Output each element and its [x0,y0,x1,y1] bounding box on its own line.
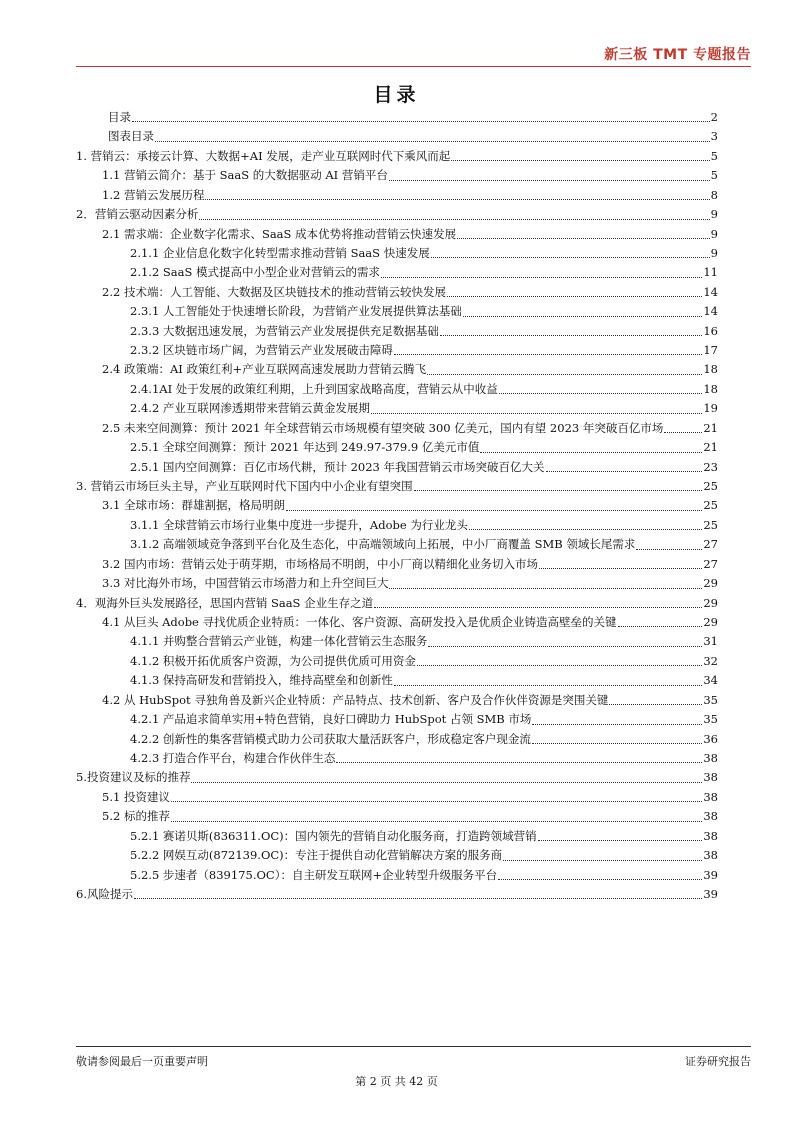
toc-leader-dots [389,588,702,589]
toc-entry-title: 2.2 技术端：人工智能、大数据及区块链技术的推动营销云较快发展 [102,284,446,299]
toc-entry[interactable] [76,652,718,671]
toc-entry[interactable] [76,788,718,807]
toc-entry-title: 2.1.1 企业信息化数字化转型需求推动营销 SaaS 快速发展 [130,245,430,260]
toc-entry[interactable] [76,535,718,554]
toc-entry[interactable] [76,322,718,341]
toc-entry-title: 1.2 营销云发展历程 [102,187,205,202]
toc-leader-dots [503,860,702,861]
toc-leader-dots [539,568,702,569]
toc-leader-dots [205,199,709,200]
toc-entry[interactable] [76,710,718,729]
toc-entry-title: 4.1.2 积极开拓优质客户资源，为公司提供优质可用资金 [130,653,416,668]
toc-entry-title: 2.4.1AI 处于发展的政策红利期，上升到国家战略高度，营销云从中收益 [130,381,498,396]
toc-entry-page: 32 [703,653,718,668]
toc-entry[interactable] [76,827,718,846]
toc-entry-page: 27 [703,537,718,552]
toc-entry-page: 3 [710,129,718,144]
toc-entry[interactable] [76,166,718,185]
toc-entry-title: 1. 营销云：承接云计算、大数据+AI 发展，走产业互联网时代下乘风而起 [76,148,451,163]
toc-entry-title: 2.1 需求端：企业数字化需求、SaaS 成本优势将推动营销云快速发展 [102,226,457,241]
toc-entry[interactable] [76,438,718,457]
footer-disclaimer: 敬请参阅最后一页重要声明 [76,1055,208,1068]
toc-entry[interactable] [76,613,718,632]
toc-entry-page: 29 [703,576,718,591]
toc-entry-title: 5.2.1 赛诺贝斯(836311.OC)：国内领先的营销自动化服务商，打造跨领域营销 [130,828,537,843]
toc-entry[interactable] [76,594,718,613]
toc-leader-dots [394,354,702,355]
toc-entry-title: 4.2.2 创新性的集客营销模式助力公司获取大量活跃客户，形成稳定客户现金流 [130,731,531,746]
toc-entry-page: 25 [703,479,718,494]
toc-entry[interactable] [76,244,718,263]
toc-entry-page: 39 [703,886,718,901]
toc-entry-title: 4.2.3 打造合作平台，构建合作伙伴生态 [130,750,336,765]
toc-entry-title: 5.2.2 网娱互动(872139.OC)：专注于提供自动化营销解决方案的服务商 [130,848,503,863]
toc-leader-dots [618,626,703,627]
toc-entry[interactable] [76,186,718,205]
toc-entry[interactable] [76,108,718,127]
toc-entry[interactable] [76,225,718,244]
toc-entry[interactable] [76,419,718,438]
toc-entry-title: 3.3 对比海外市场，中国营销云市场潜力和上升空间巨大 [102,576,389,591]
toc-entry-page: 9 [710,245,718,260]
toc-entry-page: 29 [703,615,718,629]
toc-entry[interactable] [76,866,718,885]
toc-leader-dots [171,821,702,822]
toc-leader-dots [480,452,702,453]
toc-entry-page: 2 [710,110,718,124]
toc-entry-page: 18 [703,381,718,396]
toc-leader-dots [414,490,703,491]
toc-entry-page: 14 [703,284,718,299]
toc-entry[interactable] [76,574,718,593]
toc-entry-page: 34 [703,673,718,688]
toc-leader-dots [389,180,710,181]
toc-entry-page: 38 [703,789,718,804]
toc-leader-dots [532,724,702,725]
toc-entry-title: 2.5.1 国内空间测算：百亿市场代耕，预计 2023 年我国营销云市场突破百亿大关 [130,459,545,474]
toc-entry[interactable] [76,730,718,749]
toc-title: 目录 [373,84,420,106]
toc-entry-title: 3.1 全球市场：群雄割据，格局明朗 [102,498,285,513]
toc-entry[interactable] [76,807,718,826]
toc-entry[interactable] [76,302,718,321]
toc-entry-page: 9 [710,207,718,222]
toc-entry-title: 2.5 未来空间测算：预计 2021 年全球营销云市场规模有望突破 300 亿美元，国内有望 2023 年突破百亿市场 [102,420,664,435]
toc-leader-dots [427,374,702,375]
toc-entry-title: 4.2.1 产品追求简单实用+特色营销，良好口碑助力 HubSpot 占领 SMB 市场 [130,712,532,727]
toc-entry-title: 4.1 从巨头 Adobe 寻找优质企业特质：一体化、客户资源、高研发投入是优质企业铸造高壁垒的关键 [102,615,617,629]
toc-entry-page: 14 [703,304,718,319]
toc-entry-title: 5.2.5 步速者（839175.OC）：自主研发互联网+企业转型升级服务平台 [130,867,498,882]
toc-entry[interactable] [76,555,718,574]
toc-entry-title: 2.3.3 大数据迅速发展，为营销云产业发展提供充足数据基础 [130,323,439,338]
toc-entry[interactable] [76,846,718,865]
header-rule [76,66,751,67]
toc-leader-dots [394,685,702,686]
toc-entry-page: 38 [703,828,718,843]
toc-entry-title: 2.3.2 区块链市场广阔，为营销云产业发展破击障碍 [130,343,393,358]
toc-entry-page: 5 [710,148,718,163]
toc-leader-dots [371,413,702,414]
toc-entry-page: 25 [703,517,718,532]
toc-entry-page: 21 [703,440,718,455]
toc-entry[interactable] [76,458,718,477]
toc-entry-title: 2.1.2 SaaS 模式提高中小型企业对营销云的需求 [130,265,381,280]
toc-entry[interactable] [76,768,718,787]
toc-entry[interactable] [76,127,718,146]
toc-entry[interactable] [76,516,718,535]
toc-leader-dots [132,121,710,122]
toc-entry-page: 17 [703,343,718,358]
toc-entry-title: 目录 [108,110,131,124]
toc-entry-title: 3.1.2 高端领域竞争落到平台化及生态化，中高端领域向上拓展，中小厂商覆盖 SMB 领域长尾需求 [130,537,636,552]
toc-entry-title: 1.1 营销云简介：基于 SaaS 的大数据驱动 AI 营销平台 [102,168,388,183]
toc-entry-page: 16 [703,323,718,338]
toc-leader-dots [440,335,702,336]
toc-entry[interactable] [76,341,718,360]
toc-entry-page: 8 [710,187,718,202]
toc-entry-page: 11 [703,265,718,280]
toc-entry-title: 2.4 政策端：AI 政策红利+产业互联网高速发展助力营销云腾飞 [102,362,427,377]
toc-leader-dots [431,257,710,258]
toc-leader-dots [447,296,702,297]
toc-leader-dots [469,529,703,530]
toc-entry[interactable] [76,283,718,302]
toc-entry-page: 27 [703,556,718,571]
toc-entry-page: 31 [703,634,718,649]
toc-entry-page: 38 [703,770,718,785]
toc-entry-page: 39 [703,867,718,882]
toc-entry-page: 5 [710,168,718,183]
toc-entry-page: 29 [703,595,718,610]
toc-leader-dots [664,432,702,433]
toc-entry[interactable] [76,632,718,651]
toc-entry-title: 4.1.1 并购整合营销云产业链，构建一体化营销云生态服务 [130,634,428,649]
toc-entry[interactable] [76,885,718,904]
toc-leader-dots [417,665,702,666]
toc-leader-dots [636,549,702,550]
header-brand: 新三板 TMT 专题报告 [604,47,751,63]
toc-entry-title: 2．营销云驱动因素分析 [76,207,199,222]
toc-entry[interactable] [76,671,718,690]
toc-entry[interactable] [76,380,718,399]
toc-entry-title: 3.1.1 全球营销云市场行业集中度进一步提升，Adobe 为行业龙头 [130,517,468,532]
footer-report-type: 证券研究报告 [685,1055,751,1068]
toc-entry[interactable] [76,496,718,515]
toc-entry-page: 25 [703,498,718,513]
toc-entry[interactable] [76,691,718,710]
toc-leader-dots [457,238,710,239]
toc-leader-dots [463,316,702,317]
toc-leader-dots [538,840,703,841]
footer-page-number: 第 2 页 共 42 页 [355,1075,438,1088]
toc-entry-page: 35 [703,692,718,707]
toc-entry-title: 4.2 从 HubSpot 寻独角兽及新兴企业特质：产品特点、技术创新、客户及合作伙伴资源是突围关键 [102,692,609,707]
toc-entry-title: 3. 营销云市场巨头主导，产业互联网时代下国内中小企业有望突围 [76,479,413,494]
toc-leader-dots [134,898,702,899]
toc-entry[interactable] [76,263,718,282]
toc-leader-dots [155,141,710,142]
footer-rule [76,1046,751,1047]
toc-entry[interactable] [76,399,718,418]
toc-entry-page: 38 [703,809,718,824]
toc-entry-page: 38 [703,848,718,863]
toc-list [76,108,718,904]
toc-entry-title: 2.3.1 人工智能处于快速增长阶段，为营销产业发展提供算法基础 [130,304,462,319]
toc-leader-dots [381,277,702,278]
toc-entry-page: 9 [710,226,718,241]
toc-entry[interactable] [76,205,718,224]
toc-entry-title: 图表目录 [108,129,154,144]
toc-entry-title: 2.5.1 全球空间测算：预计 2021 年达到 249.97-379.9 亿美元市值 [130,440,480,455]
toc-leader-dots [609,704,702,705]
toc-entry-page: 21 [703,420,718,435]
toc-leader-dots [532,743,702,744]
toc-entry[interactable] [76,147,718,166]
toc-leader-dots [498,879,702,880]
toc-entry-title: 6.风险提示 [76,886,133,901]
toc-entry-title: 3.2 国内市场：营销云处于萌芽期，市场格局不明朗，中小厂商以精细化业务切入市场 [102,556,538,571]
toc-leader-dots [336,762,702,763]
toc-entry-title: 4．观海外巨头发展路径，思国内营销 SaaS 企业生存之道 [76,595,374,610]
toc-leader-dots [171,801,702,802]
toc-leader-dots [451,160,709,161]
toc-entry-title: 5.2 标的推荐 [102,809,170,824]
toc-entry-title: 2.4.2 产业互联网渗透期带来营销云黄金发展期 [130,401,370,416]
toc-entry[interactable] [76,477,718,496]
toc-leader-dots [428,646,702,647]
toc-entry[interactable] [76,749,718,768]
toc-entry[interactable] [76,360,718,379]
toc-entry-page: 36 [703,731,718,746]
toc-entry-page: 19 [703,401,718,416]
toc-entry-page: 23 [703,459,718,474]
toc-entry-title: 4.1.3 保持高研发和营销投入，维持高壁垒和创新性 [130,673,393,688]
toc-entry-page: 35 [703,712,718,727]
toc-leader-dots [286,510,702,511]
toc-entry-page: 38 [703,750,718,765]
toc-leader-dots [499,393,703,394]
toc-entry-title: 5.投资建议及标的推荐 [76,770,191,785]
toc-leader-dots [199,219,709,220]
toc-leader-dots [191,782,702,783]
toc-entry-page: 18 [703,362,718,377]
toc-leader-dots [374,607,702,608]
toc-leader-dots [546,471,703,472]
toc-entry-title: 5.1 投资建议 [102,789,170,804]
